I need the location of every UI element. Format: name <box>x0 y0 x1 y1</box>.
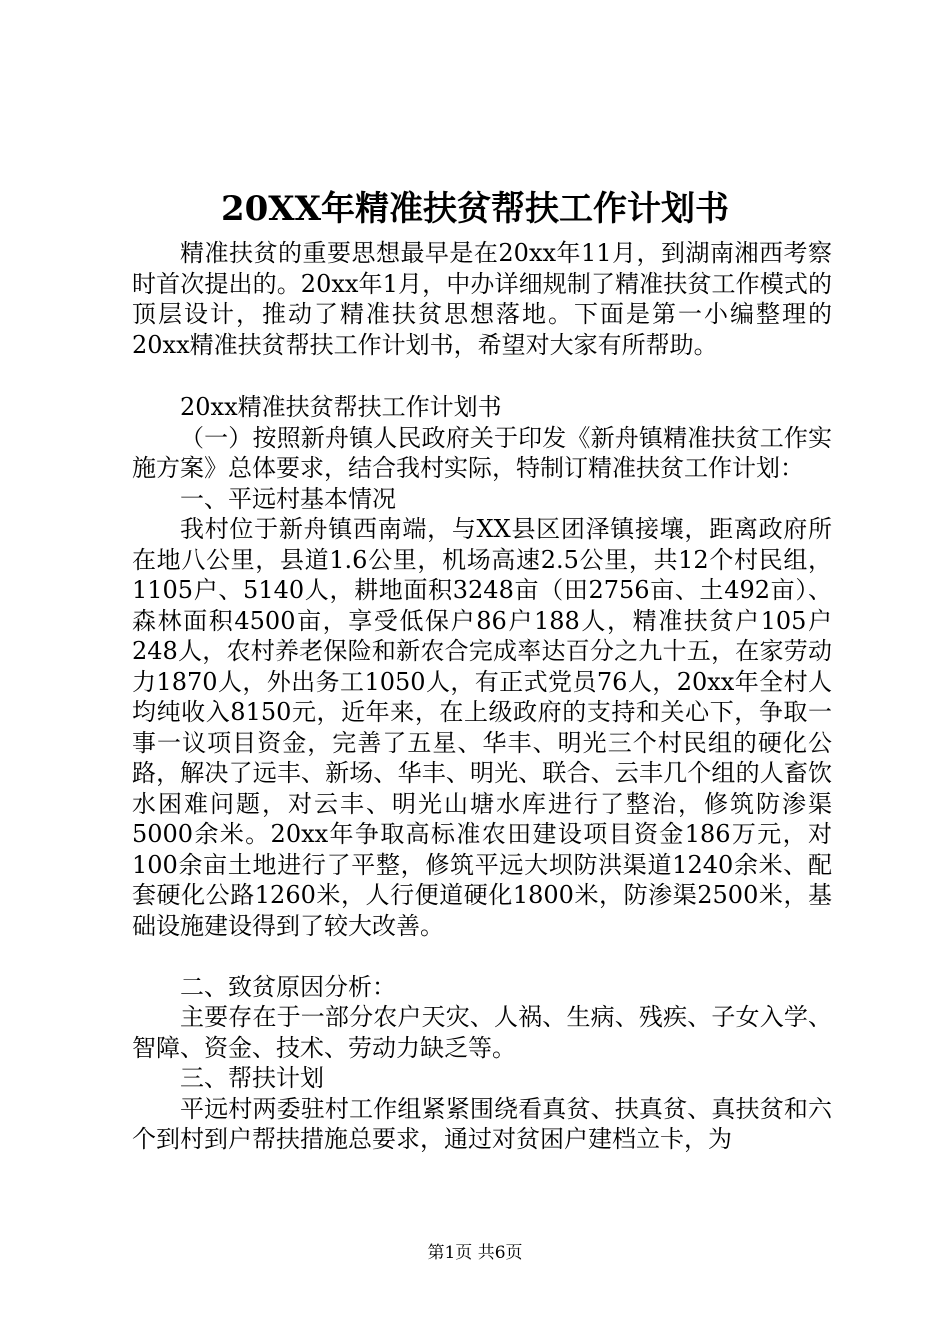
section-2-body: 主要存在于一部分农户天灾、人祸、生病、残疾、子女入学、智障、资金、技术、劳动力缺乏等。 <box>132 1003 832 1062</box>
page-footer: 第1页 共6页 <box>427 1243 523 1263</box>
section-2-heading: 二、致贫原因分析： <box>180 972 396 1001</box>
section-1-heading: 一、平远村基本情况 <box>180 484 396 513</box>
section-3-heading: 三、帮扶计划 <box>180 1064 324 1092</box>
plan-block <box>132 392 832 1155</box>
intro-clause-paragraph: （一）按照新舟镇人民政府关于印发《新舟镇精准扶贫工作实施方案》总体要求，结合我村实际，特制订精准扶贫工作计划： <box>132 423 832 482</box>
plan-subtitle: 20xx精准扶贫帮扶工作计划书 <box>180 393 502 421</box>
document-title: 20XX年精准扶贫帮扶工作计划书 <box>220 189 730 229</box>
intro-paragraph: 精准扶贫的重要思想最早是在20xx年11月，到湖南湘西考察时首次提出的。20xx年1月，中办详细规制了精准扶贫工作模式的顶层设计，推动了精准扶贫思想落地。下面是第一小编整理的20xx精准扶贫帮扶工作计划书，希望对大家有所帮助。 <box>132 239 832 359</box>
paragraph-gap <box>132 941 832 972</box>
section-3-body: 平远村两委驻村工作组紧紧围绕看真贫、扶真贫、真扶贫和六个到村到户帮扶措施总要求，通过对贫困户建档立卡，为 <box>132 1094 832 1153</box>
section-1-body: 我村位于新舟镇西南端，与XX县区团泽镇接壤，距离政府所在地八公里，县道1.6公里，机场高速2.5公里，共12个村民组，1105户、5140人，耕地面积3248亩（田2756亩、土492亩）、森林面积4500亩，享受低保户86户188人，精准扶贫户105户248人，农村养老保险和新农合完成率达百分之九十五，在家劳动力1870人，外出务工1050人，有正式党员76人，20xx年全村人均纯收入8150元，近年来，在上级政府的支持和关心下，争取一事一议项目资金，完善了五星、华丰、明光三个村民组的硬化公路，解决了远丰、新场、华丰、明光、联合、云丰几个组的人畜饮水困难问题，对云丰、明光山塘水库进行了整治，修筑防渗渠5000余米。20xx年争取高标准农田建设项目资金186万元，对100余亩土地进行了平整，修筑平远大坝防洪渠道1240余米、配套硬化公路1260米，人行便道硬化1800米，防渗渠2500米，基础设施建设得到了较大改善。 <box>132 515 832 940</box>
intro-block <box>132 238 832 360</box>
